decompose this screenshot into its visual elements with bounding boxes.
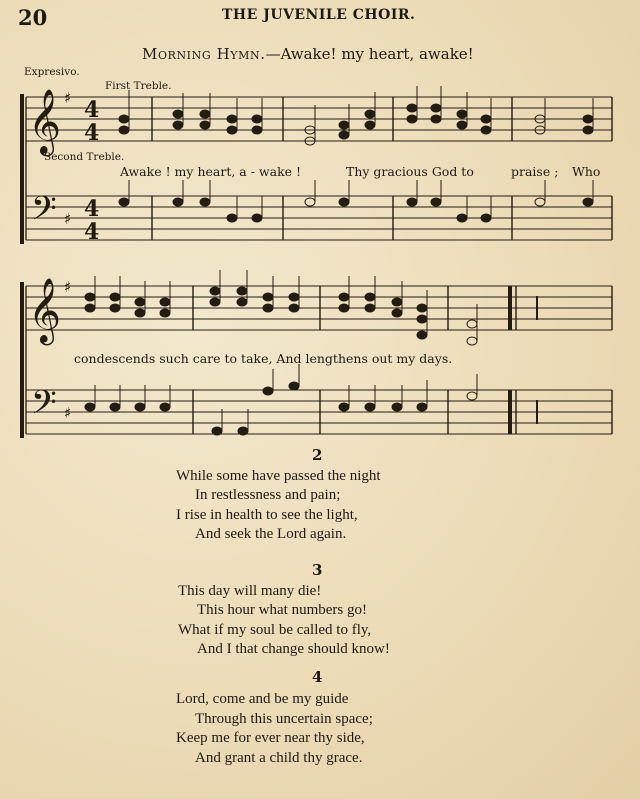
verse-line: Lord, come and be my guide [176,691,349,707]
verse-line: Keep me for ever near thy side, [176,730,365,746]
expression-mark: Expresivo. [24,66,80,78]
bass-clef-icon: 𝄢 [31,190,57,236]
svg-text:4: 4 [84,219,100,245]
verse-line: This day will many die! [178,583,322,599]
verse-line: I rise in health to see the light, [176,507,358,523]
verse-line: This hour what numbers go! [197,602,367,618]
part-label-second-treble: Second Treble. [44,151,125,163]
music-system-2 [0,260,640,440]
hymn-title-rest: —Awake! my heart, awake! [265,45,474,63]
sharp-icon: ♯ [64,210,72,228]
verse-line: In restlessness and pain; [195,487,341,503]
lyric-system-1-part-3: praise ; [511,164,559,179]
verse-number: 2 [312,446,323,464]
bass-notes-system-1 [119,180,593,222]
music-system-1 [0,0,640,260]
verse-line: What if my soul be called to fly, [178,622,372,638]
verse-number: 4 [312,668,323,686]
treble-clef-icon: 𝄞 [28,89,62,154]
treble-clef-icon: 𝄞 [28,278,62,343]
lyric-system-2: condescends such care to take, And lengthens out my days. [74,351,453,366]
lyric-system-1-part-4: Who [572,164,601,179]
verse-line: And seek the Lord again. [195,526,347,542]
sharp-icon: ♯ [64,278,72,296]
running-title: THE JUVENILE CHOIR. [222,7,416,23]
bass-notes-system-2 [85,364,477,435]
verse-number: 3 [312,561,323,579]
verse-line: While some have passed the night [176,468,381,484]
bass-clef-icon: 𝄢 [31,384,57,430]
verse-line: And I that change should know! [197,641,390,657]
page-number: 20 [18,5,48,30]
treble-notes-system-1 [119,86,593,145]
verse-line: Through this uncertain space; [195,711,373,727]
verse-line: And grant a child thy grace. [195,750,363,766]
lyric-system-1-part-1: Awake ! my heart, a - wake ! [120,164,302,179]
svg-text:4: 4 [84,196,100,222]
lyric-system-1-part-2: Thy gracious God to [346,164,474,179]
sharp-icon: ♯ [64,89,72,107]
svg-text:4: 4 [84,97,100,123]
hymn-title-smallcaps: Morning Hymn. [142,45,266,63]
svg-text:4: 4 [84,120,100,146]
sharp-icon: ♯ [64,404,72,422]
part-label-first-treble: First Treble. [105,80,172,92]
